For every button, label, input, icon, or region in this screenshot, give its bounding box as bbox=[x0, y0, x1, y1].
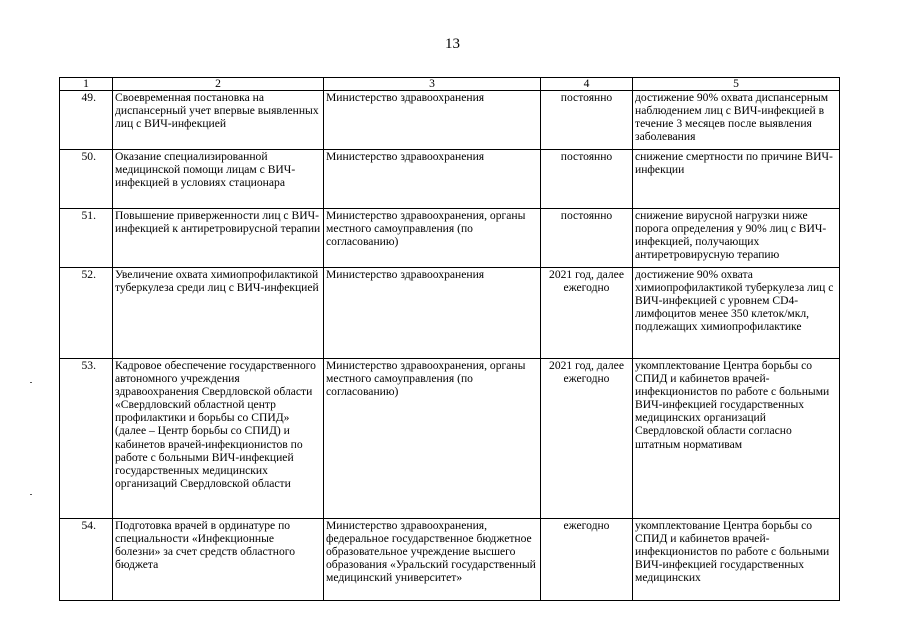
row-action: Своевременная постановка на диспансерный учет впервые выявленных лиц с ВИЧ-инфекцией bbox=[113, 91, 324, 150]
table-row bbox=[60, 150, 840, 209]
row-number: 50. bbox=[60, 150, 113, 209]
column-header-term: 4 bbox=[541, 78, 633, 91]
row-executor: Министерство здравоохранения, органы местного самоуправления (по согласованию) bbox=[324, 209, 541, 268]
table-row bbox=[60, 268, 840, 359]
measures-table bbox=[59, 77, 840, 601]
row-number: 49. bbox=[60, 91, 113, 150]
row-action: Кадровое обеспечение государственного автономного учреждения здравоохранения Свердловской области «Свердловский областной центр профилактики и борьбы со СПИД» (далее – Центр борьбы со СПИД) и кабинетов врачей-инфекционистов по работе с больными ВИЧ-инфекцией государственных медицинских организаций Свердловской области bbox=[113, 359, 324, 519]
row-result: укомплектование Центра борьбы со СПИД и кабинетов врачей-инфекционистов по работе с больными ВИЧ-инфекцией государственных медицинских организаций Свердловской области согласно штатным нормативам bbox=[633, 359, 840, 519]
row-action: Увеличение охвата химиопрофилактикой туберкулеза среди лиц с ВИЧ-инфекцией bbox=[113, 268, 324, 359]
table-row bbox=[60, 359, 840, 519]
column-header-row bbox=[60, 78, 840, 91]
column-header-action: 2 bbox=[113, 78, 324, 91]
row-term: 2021 год, далее ежегодно bbox=[541, 268, 633, 359]
row-term: постоянно bbox=[541, 91, 633, 150]
scan-mark bbox=[30, 382, 32, 383]
row-executor: Министерство здравоохранения bbox=[324, 150, 541, 209]
table-row bbox=[60, 91, 840, 150]
row-result: достижение 90% охвата химиопрофилактикой туберкулеза лиц с ВИЧ-инфекцией с уровнем CD4-лимфоцитов менее 350 клеток/мкл, подлежащих химиопрофилактике bbox=[633, 268, 840, 359]
row-result: снижение смертности по причине ВИЧ-инфекции bbox=[633, 150, 840, 209]
row-result: достижение 90% охвата диспансерным наблюдением лиц с ВИЧ-инфекцией в течение 3 месяцев после выявления заболевания bbox=[633, 91, 840, 150]
row-term: постоянно bbox=[541, 209, 633, 268]
row-term: постоянно bbox=[541, 150, 633, 209]
row-number: 54. bbox=[60, 519, 113, 601]
row-term: 2021 год, далее ежегодно bbox=[541, 359, 633, 519]
row-action: Подготовка врачей в ординатуре по специальности «Инфекционные болезни» за счет средств областного бюджета bbox=[113, 519, 324, 601]
row-executor: Министерство здравоохранения bbox=[324, 91, 541, 150]
table-row bbox=[60, 209, 840, 268]
row-action: Оказание специализированной медицинской помощи лицам с ВИЧ-инфекцией в условиях стационара bbox=[113, 150, 324, 209]
row-number: 52. bbox=[60, 268, 113, 359]
page-number: 13 bbox=[445, 36, 460, 52]
row-action: Повышение приверженности лиц с ВИЧ-инфекцией к антиретровирусной терапии bbox=[113, 209, 324, 268]
scan-mark bbox=[30, 494, 32, 495]
row-result: снижение вирусной нагрузки ниже порога определения у 90% лиц с ВИЧ-инфекцией, получающих антиретровирусную терапию bbox=[633, 209, 840, 268]
table-row bbox=[60, 519, 840, 601]
row-executor: Министерство здравоохранения, федеральное государственное бюджетное образовательное учреждение высшего образования «Уральский государственный медицинский университет» bbox=[324, 519, 541, 601]
row-number: 51. bbox=[60, 209, 113, 268]
row-result: укомплектование Центра борьбы со СПИД и кабинетов врачей-инфекционистов по работе с больными ВИЧ-инфекцией государственных медицинских bbox=[633, 519, 840, 601]
column-header-executor: 3 bbox=[324, 78, 541, 91]
row-number: 53. bbox=[60, 359, 113, 519]
row-executor: Министерство здравоохранения bbox=[324, 268, 541, 359]
row-executor: Министерство здравоохранения, органы местного самоуправления (по согласованию) bbox=[324, 359, 541, 519]
column-header-result: 5 bbox=[633, 78, 840, 91]
row-term: ежегодно bbox=[541, 519, 633, 601]
column-header-number: 1 bbox=[60, 78, 113, 91]
